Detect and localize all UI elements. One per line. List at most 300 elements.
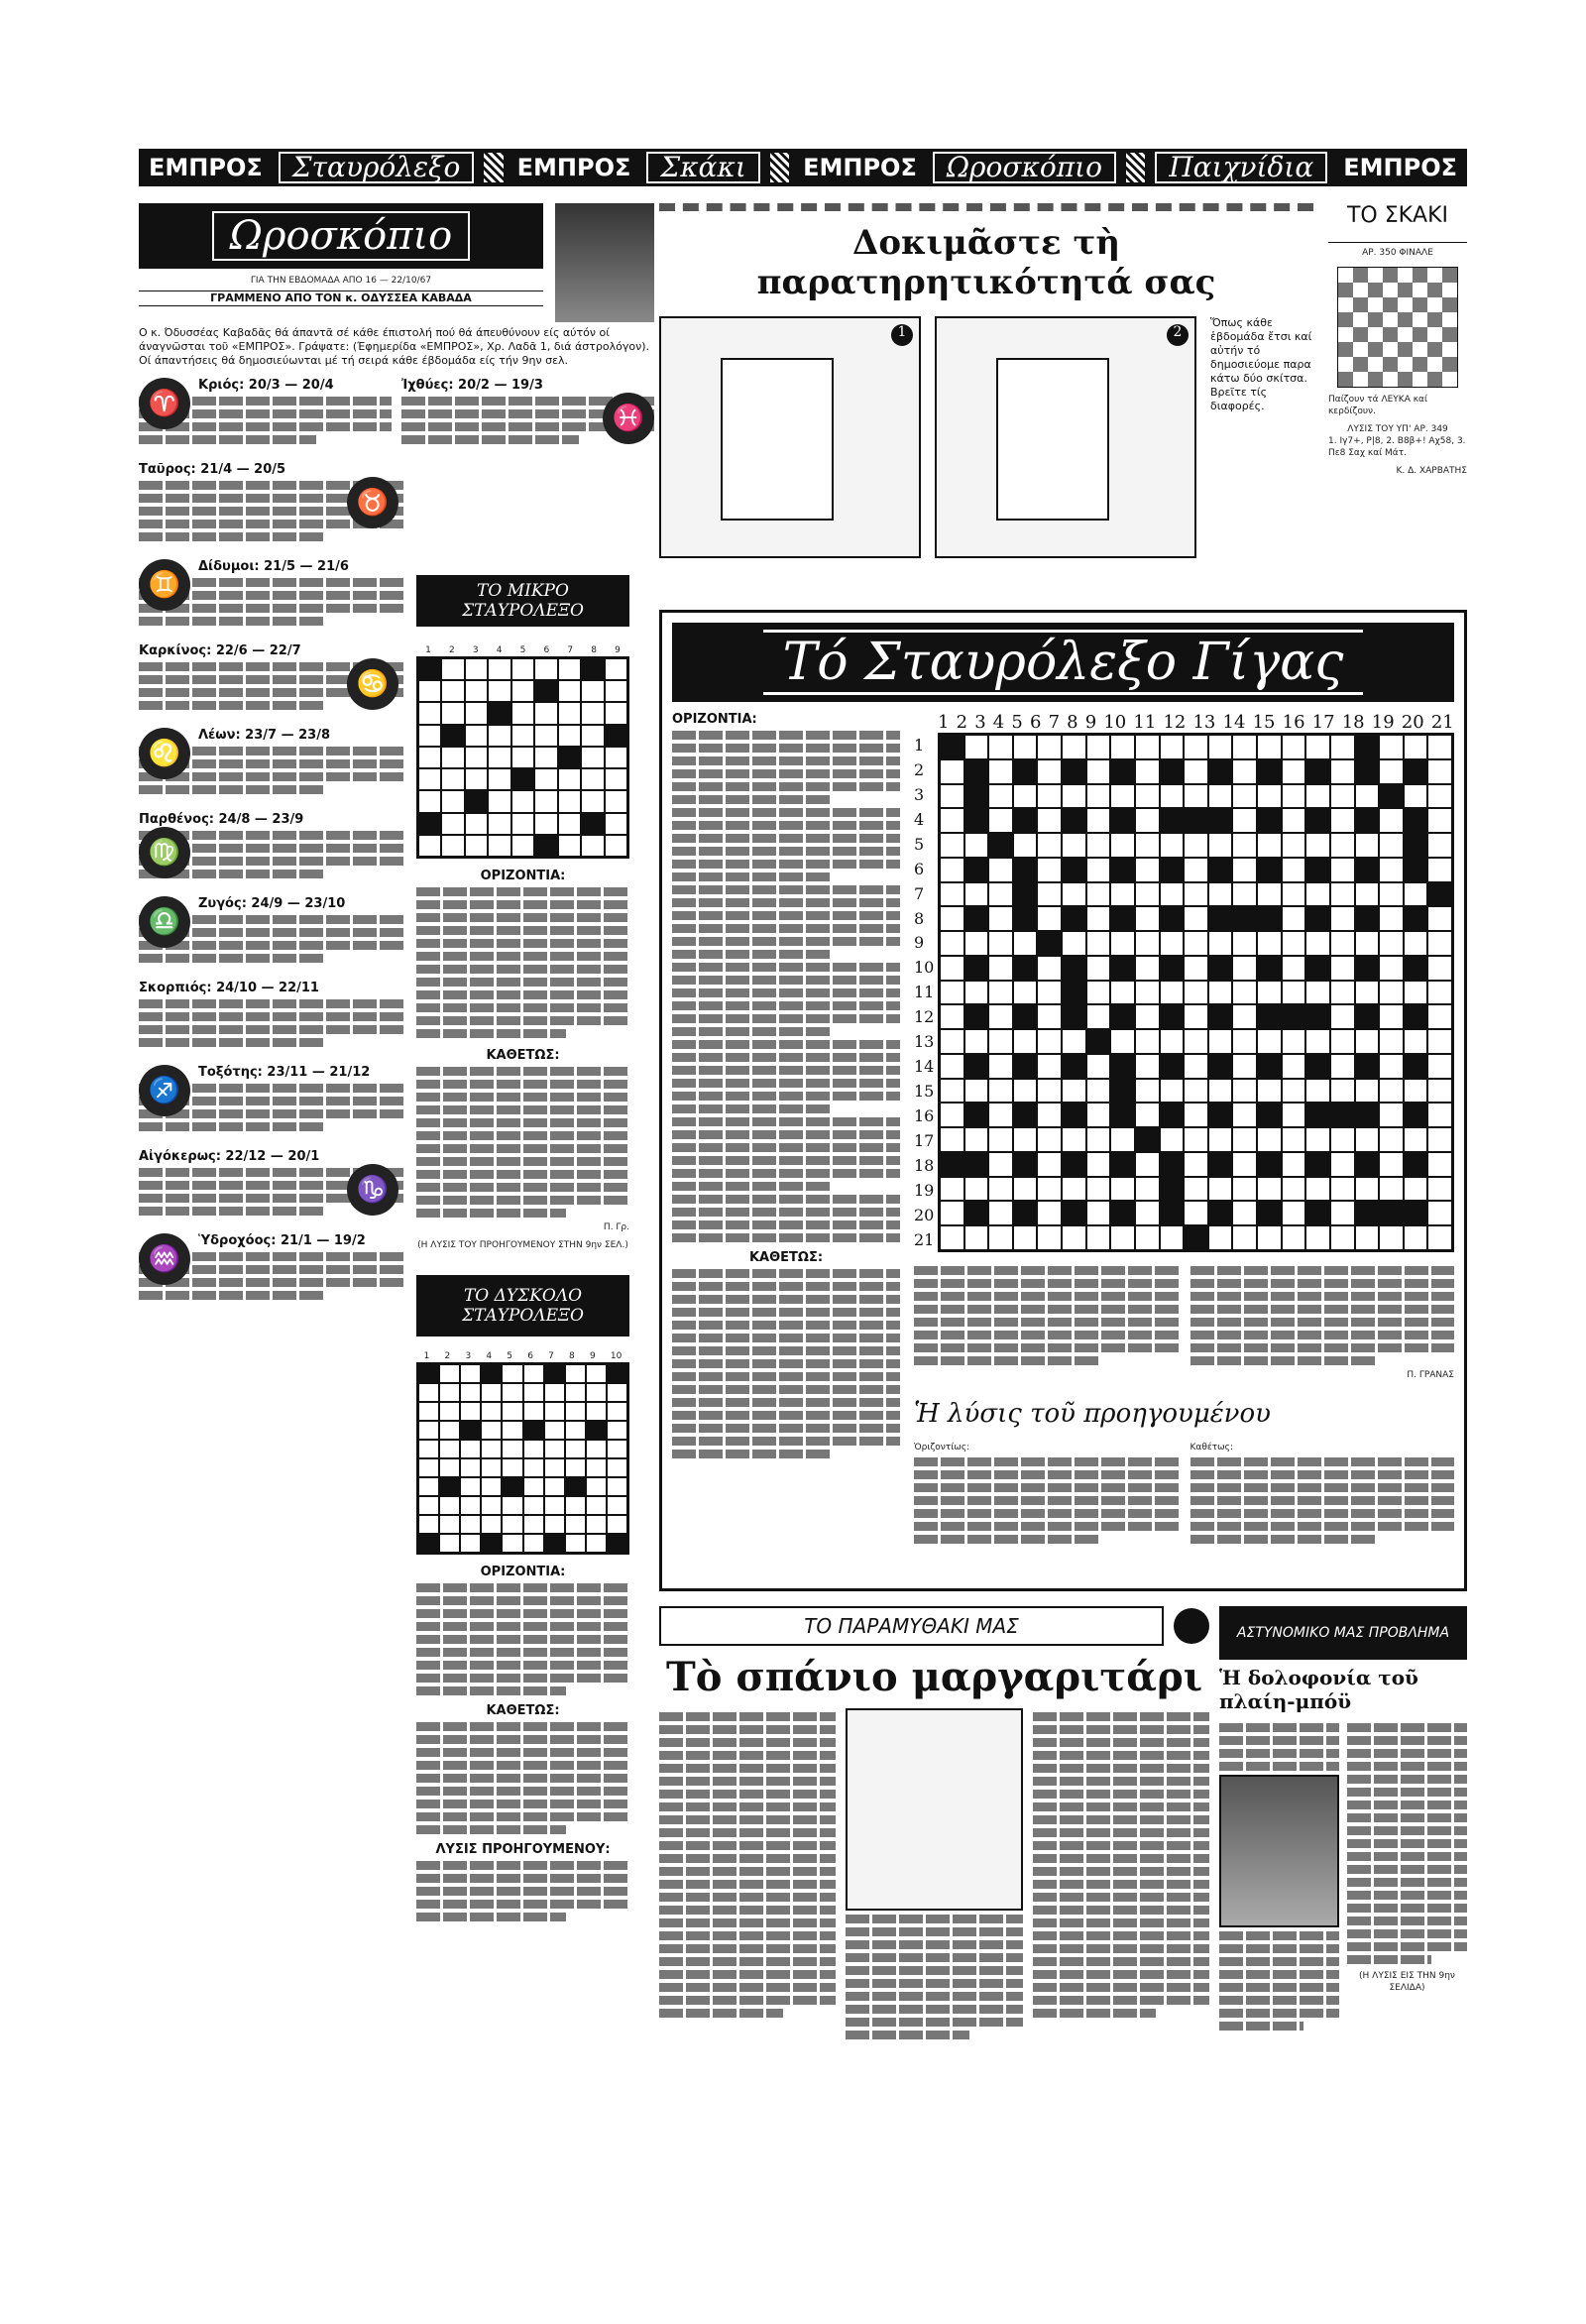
grid-cell[interactable] [964, 1004, 989, 1029]
grid-cell[interactable] [1257, 906, 1282, 931]
grid-cell[interactable] [605, 747, 627, 768]
grid-cell[interactable] [581, 658, 604, 680]
grid-cell[interactable] [1404, 735, 1428, 759]
grid-cell[interactable] [1404, 1103, 1428, 1127]
grid-cell[interactable] [502, 1534, 522, 1553]
grid-cell[interactable] [1110, 1177, 1135, 1202]
grid-cell[interactable] [523, 1515, 544, 1534]
grid-cell[interactable] [1305, 759, 1330, 784]
grid-cell[interactable] [1110, 833, 1135, 858]
grid-cell[interactable] [1379, 759, 1404, 784]
grid-cell[interactable] [511, 747, 534, 768]
grid-cell[interactable] [1086, 759, 1111, 784]
grid-cell[interactable] [1110, 1004, 1135, 1029]
grid-cell[interactable] [1355, 808, 1380, 833]
grid-cell[interactable] [940, 882, 964, 907]
grid-cell[interactable] [1160, 981, 1185, 1005]
grid-cell[interactable] [558, 658, 581, 680]
grid-cell[interactable] [418, 835, 441, 857]
grid-cell[interactable] [1427, 956, 1452, 981]
grid-cell[interactable] [607, 1364, 627, 1383]
grid-cell[interactable] [1282, 1103, 1306, 1127]
grid-cell[interactable] [418, 813, 441, 835]
grid-cell[interactable] [988, 1225, 1013, 1250]
grid-cell[interactable] [1135, 1029, 1160, 1054]
grid-cell[interactable] [460, 1515, 481, 1534]
grid-cell[interactable] [1330, 1201, 1355, 1225]
grid-cell[interactable] [1355, 1201, 1380, 1225]
grid-cell[interactable] [1013, 1103, 1038, 1127]
grid-cell[interactable] [418, 1364, 439, 1383]
grid-cell[interactable] [1282, 906, 1306, 931]
grid-cell[interactable] [1305, 1054, 1330, 1079]
grid-cell[interactable] [1062, 1079, 1086, 1104]
grid-cell[interactable] [1305, 1225, 1330, 1250]
grid-cell[interactable] [1330, 956, 1355, 981]
grid-cell[interactable] [439, 1534, 460, 1553]
grid-cell[interactable] [1305, 1201, 1330, 1225]
grid-cell[interactable] [988, 1177, 1013, 1202]
grid-cell[interactable] [418, 768, 441, 790]
grid-cell[interactable] [460, 1402, 481, 1421]
grid-cell[interactable] [481, 1477, 502, 1496]
grid-cell[interactable] [439, 1515, 460, 1534]
grid-cell[interactable] [1282, 1054, 1306, 1079]
grid-cell[interactable] [439, 1477, 460, 1496]
grid-cell[interactable] [418, 725, 441, 747]
grid-cell[interactable] [1208, 981, 1233, 1005]
grid-cell[interactable] [511, 725, 534, 747]
grid-cell[interactable] [1404, 931, 1428, 956]
grid-cell[interactable] [565, 1383, 586, 1402]
grid-cell[interactable] [1110, 1152, 1135, 1177]
grid-cell[interactable] [441, 680, 464, 702]
grid-cell[interactable] [1379, 808, 1404, 833]
grid-cell[interactable] [1427, 784, 1452, 809]
grid-cell[interactable] [1330, 858, 1355, 882]
grid-cell[interactable] [534, 790, 557, 812]
grid-cell[interactable] [488, 813, 510, 835]
grid-cell[interactable] [607, 1534, 627, 1553]
grid-cell[interactable] [1379, 1103, 1404, 1127]
grid-cell[interactable] [1355, 784, 1380, 809]
grid-cell[interactable] [1208, 931, 1233, 956]
grid-cell[interactable] [1110, 858, 1135, 882]
grid-cell[interactable] [1037, 1029, 1062, 1054]
grid-cell[interactable] [964, 882, 989, 907]
grid-cell[interactable] [1110, 1127, 1135, 1152]
grid-cell[interactable] [940, 1201, 964, 1225]
grid-cell[interactable] [1404, 1029, 1428, 1054]
grid-cell[interactable] [1208, 906, 1233, 931]
grid-cell[interactable] [1427, 858, 1452, 882]
grid-cell[interactable] [1013, 906, 1038, 931]
grid-cell[interactable] [605, 725, 627, 747]
grid-cell[interactable] [502, 1383, 522, 1402]
grid-cell[interactable] [1379, 906, 1404, 931]
grid-cell[interactable] [439, 1421, 460, 1440]
grid-cell[interactable] [1404, 858, 1428, 882]
grid-cell[interactable] [1013, 1079, 1038, 1104]
grid-cell[interactable] [988, 1004, 1013, 1029]
grid-cell[interactable] [1208, 735, 1233, 759]
grid-cell[interactable] [511, 680, 534, 702]
grid-cell[interactable] [565, 1496, 586, 1515]
grid-cell[interactable] [1330, 808, 1355, 833]
grid-cell[interactable] [465, 658, 488, 680]
grid-cell[interactable] [1305, 1079, 1330, 1104]
grid-cell[interactable] [1013, 1201, 1038, 1225]
grid-cell[interactable] [1208, 1225, 1233, 1250]
grid-cell[interactable] [940, 931, 964, 956]
grid-cell[interactable] [1404, 1004, 1428, 1029]
grid-cell[interactable] [544, 1496, 565, 1515]
grid-cell[interactable] [1330, 906, 1355, 931]
grid-cell[interactable] [1305, 784, 1330, 809]
grid-cell[interactable] [988, 931, 1013, 956]
grid-cell[interactable] [1379, 882, 1404, 907]
grid-cell[interactable] [460, 1364, 481, 1383]
grid-cell[interactable] [964, 1054, 989, 1079]
grid-cell[interactable] [1086, 1029, 1111, 1054]
grid-cell[interactable] [1110, 1079, 1135, 1104]
grid-cell[interactable] [1110, 759, 1135, 784]
grid-cell[interactable] [1013, 956, 1038, 981]
grid-cell[interactable] [1184, 931, 1208, 956]
grid-cell[interactable] [1379, 1225, 1404, 1250]
grid-cell[interactable] [1208, 1103, 1233, 1127]
grid-cell[interactable] [1232, 981, 1257, 1005]
grid-cell[interactable] [1037, 1225, 1062, 1250]
grid-cell[interactable] [1062, 1177, 1086, 1202]
grid-cell[interactable] [418, 790, 441, 812]
grid-cell[interactable] [1379, 735, 1404, 759]
grid-cell[interactable] [1160, 1152, 1185, 1177]
grid-cell[interactable] [523, 1534, 544, 1553]
grid-cell[interactable] [465, 747, 488, 768]
grid-cell[interactable] [1062, 1225, 1086, 1250]
grid-cell[interactable] [607, 1383, 627, 1402]
grid-cell[interactable] [581, 702, 604, 724]
grid-cell[interactable] [439, 1496, 460, 1515]
grid-cell[interactable] [1355, 906, 1380, 931]
grid-cell[interactable] [1013, 931, 1038, 956]
grid-cell[interactable] [1232, 858, 1257, 882]
grid-cell[interactable] [1135, 956, 1160, 981]
grid-cell[interactable] [1086, 833, 1111, 858]
grid-cell[interactable] [465, 680, 488, 702]
grid-cell[interactable] [1257, 833, 1282, 858]
grid-cell[interactable] [1110, 956, 1135, 981]
grid-cell[interactable] [1208, 1127, 1233, 1152]
grid-cell[interactable] [940, 906, 964, 931]
grid-cell[interactable] [534, 768, 557, 790]
grid-cell[interactable] [1013, 1152, 1038, 1177]
grid-cell[interactable] [511, 835, 534, 857]
grid-cell[interactable] [1110, 1225, 1135, 1250]
grid-cell[interactable] [1330, 833, 1355, 858]
grid-cell[interactable] [1330, 1054, 1355, 1079]
grid-cell[interactable] [1355, 931, 1380, 956]
grid-cell[interactable] [1208, 1152, 1233, 1177]
grid-cell[interactable] [502, 1515, 522, 1534]
grid-cell[interactable] [1257, 1225, 1282, 1250]
grid-cell[interactable] [1282, 858, 1306, 882]
grid-cell[interactable] [502, 1440, 522, 1458]
grid-cell[interactable] [481, 1383, 502, 1402]
grid-cell[interactable] [1257, 1201, 1282, 1225]
grid-cell[interactable] [1037, 1054, 1062, 1079]
grid-cell[interactable] [441, 813, 464, 835]
grid-cell[interactable] [1208, 1029, 1233, 1054]
grid-cell[interactable] [1379, 981, 1404, 1005]
grid-cell[interactable] [1330, 931, 1355, 956]
grid-cell[interactable] [988, 1079, 1013, 1104]
grid-cell[interactable] [1427, 981, 1452, 1005]
grid-cell[interactable] [1257, 1054, 1282, 1079]
grid-cell[interactable] [1232, 1103, 1257, 1127]
grid-cell[interactable] [988, 858, 1013, 882]
grid-cell[interactable] [1160, 1177, 1185, 1202]
grid-cell[interactable] [1086, 1079, 1111, 1104]
grid-cell[interactable] [1208, 784, 1233, 809]
grid-cell[interactable] [1404, 906, 1428, 931]
grid-cell[interactable] [1013, 1177, 1038, 1202]
grid-cell[interactable] [1330, 1029, 1355, 1054]
grid-cell[interactable] [465, 835, 488, 857]
grid-cell[interactable] [558, 768, 581, 790]
grid-cell[interactable] [488, 680, 510, 702]
grid-cell[interactable] [1355, 1225, 1380, 1250]
grid-cell[interactable] [607, 1477, 627, 1496]
grid-cell[interactable] [1305, 1103, 1330, 1127]
grid-cell[interactable] [1257, 1152, 1282, 1177]
grid-cell[interactable] [1013, 833, 1038, 858]
grid-cell[interactable] [1184, 956, 1208, 981]
grid-cell[interactable] [1404, 759, 1428, 784]
grid-cell[interactable] [988, 1029, 1013, 1054]
grid-cell[interactable] [502, 1402, 522, 1421]
grid-cell[interactable] [1110, 882, 1135, 907]
grid-cell[interactable] [988, 1127, 1013, 1152]
grid-cell[interactable] [1355, 735, 1380, 759]
grid-cell[interactable] [964, 931, 989, 956]
grid-cell[interactable] [586, 1402, 607, 1421]
grid-cell[interactable] [1379, 833, 1404, 858]
grid-cell[interactable] [1427, 833, 1452, 858]
grid-cell[interactable] [534, 835, 557, 857]
grid-cell[interactable] [1404, 1225, 1428, 1250]
grid-cell[interactable] [1160, 1054, 1185, 1079]
grid-cell[interactable] [441, 702, 464, 724]
grid-cell[interactable] [586, 1496, 607, 1515]
grid-cell[interactable] [1086, 1103, 1111, 1127]
grid-cell[interactable] [1404, 1079, 1428, 1104]
grid-cell[interactable] [565, 1477, 586, 1496]
grid-cell[interactable] [1013, 1225, 1038, 1250]
grid-cell[interactable] [940, 1079, 964, 1104]
grid-cell[interactable] [1305, 956, 1330, 981]
grid-cell[interactable] [1427, 1054, 1452, 1079]
grid-cell[interactable] [1404, 1177, 1428, 1202]
grid-cell[interactable] [1160, 784, 1185, 809]
grid-cell[interactable] [1355, 833, 1380, 858]
grid-cell[interactable] [1110, 981, 1135, 1005]
grid-cell[interactable] [1037, 735, 1062, 759]
grid-cell[interactable] [1208, 1079, 1233, 1104]
grid-cell[interactable] [565, 1458, 586, 1477]
grid-cell[interactable] [1404, 808, 1428, 833]
grid-cell[interactable] [1086, 858, 1111, 882]
grid-cell[interactable] [607, 1515, 627, 1534]
grid-cell[interactable] [1404, 981, 1428, 1005]
grid-cell[interactable] [1062, 906, 1086, 931]
grid-cell[interactable] [1208, 833, 1233, 858]
grid-cell[interactable] [1037, 931, 1062, 956]
grid-cell[interactable] [441, 658, 464, 680]
grid-cell[interactable] [1013, 759, 1038, 784]
grid-cell[interactable] [1305, 1029, 1330, 1054]
grid-cell[interactable] [1013, 808, 1038, 833]
grid-cell[interactable] [1427, 1225, 1452, 1250]
grid-cell[interactable] [607, 1440, 627, 1458]
grid-cell[interactable] [1135, 1177, 1160, 1202]
grid-cell[interactable] [940, 858, 964, 882]
grid-cell[interactable] [1330, 1225, 1355, 1250]
grid-cell[interactable] [534, 747, 557, 768]
grid-cell[interactable] [544, 1364, 565, 1383]
grid-cell[interactable] [1355, 1127, 1380, 1152]
grid-cell[interactable] [1282, 931, 1306, 956]
grid-cell[interactable] [1184, 759, 1208, 784]
grid-cell[interactable] [1086, 1152, 1111, 1177]
grid-cell[interactable] [988, 784, 1013, 809]
grid-cell[interactable] [1232, 808, 1257, 833]
hard-crossword-grid[interactable] [416, 1362, 629, 1555]
grid-cell[interactable] [1086, 882, 1111, 907]
grid-cell[interactable] [1355, 759, 1380, 784]
grid-cell[interactable] [940, 735, 964, 759]
grid-cell[interactable] [481, 1364, 502, 1383]
grid-cell[interactable] [1062, 882, 1086, 907]
grid-cell[interactable] [1160, 1103, 1185, 1127]
grid-cell[interactable] [1135, 1103, 1160, 1127]
grid-cell[interactable] [1037, 808, 1062, 833]
grid-cell[interactable] [1062, 735, 1086, 759]
grid-cell[interactable] [1282, 981, 1306, 1005]
grid-cell[interactable] [1355, 1079, 1380, 1104]
grid-cell[interactable] [1282, 784, 1306, 809]
grid-cell[interactable] [544, 1383, 565, 1402]
grid-cell[interactable] [565, 1515, 586, 1534]
grid-cell[interactable] [481, 1440, 502, 1458]
grid-cell[interactable] [1160, 858, 1185, 882]
grid-cell[interactable] [964, 1225, 989, 1250]
grid-cell[interactable] [1062, 1127, 1086, 1152]
grid-cell[interactable] [1257, 1004, 1282, 1029]
grid-cell[interactable] [940, 808, 964, 833]
grid-cell[interactable] [1184, 1127, 1208, 1152]
grid-cell[interactable] [1330, 1152, 1355, 1177]
grid-cell[interactable] [418, 1477, 439, 1496]
grid-cell[interactable] [488, 835, 510, 857]
grid-cell[interactable] [1086, 1201, 1111, 1225]
grid-cell[interactable] [1086, 808, 1111, 833]
grid-cell[interactable] [418, 1458, 439, 1477]
grid-cell[interactable] [1062, 1004, 1086, 1029]
grid-cell[interactable] [1355, 1152, 1380, 1177]
grid-cell[interactable] [1208, 1004, 1233, 1029]
grid-cell[interactable] [1257, 784, 1282, 809]
grid-cell[interactable] [1062, 759, 1086, 784]
grid-cell[interactable] [1184, 784, 1208, 809]
grid-cell[interactable] [1086, 931, 1111, 956]
grid-cell[interactable] [1427, 1079, 1452, 1104]
grid-cell[interactable] [1282, 1201, 1306, 1225]
grid-cell[interactable] [940, 1103, 964, 1127]
grid-cell[interactable] [1062, 833, 1086, 858]
grid-cell[interactable] [1135, 759, 1160, 784]
grid-cell[interactable] [439, 1383, 460, 1402]
grid-cell[interactable] [988, 1103, 1013, 1127]
grid-cell[interactable] [1184, 833, 1208, 858]
grid-cell[interactable] [1404, 1054, 1428, 1079]
grid-cell[interactable] [1135, 858, 1160, 882]
grid-cell[interactable] [1135, 1127, 1160, 1152]
grid-cell[interactable] [1232, 1079, 1257, 1104]
grid-cell[interactable] [1232, 931, 1257, 956]
grid-cell[interactable] [1135, 882, 1160, 907]
grid-cell[interactable] [418, 1383, 439, 1402]
grid-cell[interactable] [964, 906, 989, 931]
grid-cell[interactable] [488, 702, 510, 724]
grid-cell[interactable] [988, 833, 1013, 858]
grid-cell[interactable] [460, 1496, 481, 1515]
grid-cell[interactable] [1037, 1004, 1062, 1029]
grid-cell[interactable] [1037, 1152, 1062, 1177]
grid-cell[interactable] [1160, 931, 1185, 956]
grid-cell[interactable] [1184, 735, 1208, 759]
grid-cell[interactable] [439, 1440, 460, 1458]
grid-cell[interactable] [502, 1477, 522, 1496]
grid-cell[interactable] [1062, 784, 1086, 809]
grid-cell[interactable] [988, 1152, 1013, 1177]
grid-cell[interactable] [1379, 956, 1404, 981]
grid-cell[interactable] [523, 1402, 544, 1421]
grid-cell[interactable] [465, 813, 488, 835]
grid-cell[interactable] [1232, 1127, 1257, 1152]
grid-cell[interactable] [581, 835, 604, 857]
grid-cell[interactable] [988, 1054, 1013, 1079]
grid-cell[interactable] [1110, 1054, 1135, 1079]
grid-cell[interactable] [511, 813, 534, 835]
grid-cell[interactable] [964, 1201, 989, 1225]
grid-cell[interactable] [1062, 858, 1086, 882]
grid-cell[interactable] [511, 790, 534, 812]
grid-cell[interactable] [511, 702, 534, 724]
grid-cell[interactable] [1232, 882, 1257, 907]
grid-cell[interactable] [1427, 808, 1452, 833]
grid-cell[interactable] [1232, 1054, 1257, 1079]
grid-cell[interactable] [418, 702, 441, 724]
grid-cell[interactable] [1355, 1004, 1380, 1029]
grid-cell[interactable] [1232, 784, 1257, 809]
grid-cell[interactable] [1110, 906, 1135, 931]
grid-cell[interactable] [1355, 882, 1380, 907]
grid-cell[interactable] [565, 1402, 586, 1421]
grid-cell[interactable] [988, 981, 1013, 1005]
grid-cell[interactable] [586, 1515, 607, 1534]
